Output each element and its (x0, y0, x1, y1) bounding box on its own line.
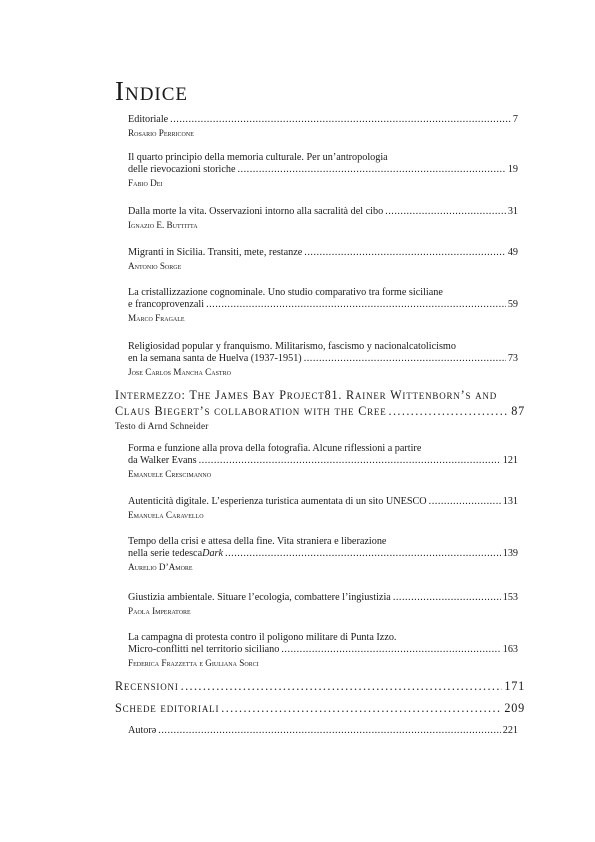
entry-author: Jose Carlos Mancha Castro (128, 367, 231, 377)
toc-entry[interactable] (128, 152, 518, 189)
leader-dots (304, 247, 506, 259)
entry-author: Emanuele Crescimanno (128, 469, 212, 479)
entry-author: Marco Fragale (128, 313, 185, 323)
entry-author: Rosario Perricone (128, 128, 194, 138)
toc-entry[interactable] (128, 536, 518, 573)
toc-entry[interactable] (128, 247, 518, 272)
leader-dots (158, 725, 500, 737)
toc-entry[interactable] (128, 287, 518, 324)
entry-title-cont: delle rievocazioni storiche (128, 164, 236, 175)
page-number: 153 (502, 592, 518, 603)
page-number: 209 (504, 701, 525, 715)
leader-dots (238, 164, 506, 176)
entry-title-cont: da Walker Evans (128, 455, 197, 466)
section-title: Recensioni (115, 679, 179, 693)
entry-title: Giustizia ambientale. Situare l’ecologia, combattere l’ingiustizia (128, 592, 391, 603)
entry-title-cont: e francoprovenzali (128, 299, 205, 310)
leader-dots (393, 592, 501, 604)
leader-dots (281, 644, 500, 656)
entry-title: Autorə (128, 725, 157, 736)
page-number: 31 (507, 206, 518, 217)
page-number: 7 (512, 114, 518, 125)
leader-dots (170, 114, 511, 126)
page-number: 73 (507, 353, 518, 364)
leader-dots (221, 700, 502, 716)
toc-entry[interactable] (128, 632, 518, 669)
toc-entry[interactable] (128, 206, 518, 231)
entry-title-cont: Micro-conflitti nel territorio siciliano (128, 644, 280, 655)
leader-dots (199, 455, 501, 467)
entry-title: Forma e funzione alla prova della fotografia. Alcune riflessioni a partire (128, 443, 422, 454)
entry-author: Federica Frazzetta e Giuliana Sorci (128, 658, 259, 668)
section-title: Schede editoriali (115, 701, 220, 715)
leader-dots (389, 403, 510, 419)
entry-author: Paola Imperatore (128, 606, 191, 616)
page-number: 121 (502, 455, 518, 466)
section-title-cont: Claus Biegert’s collaboration with the Cree (115, 404, 387, 418)
entry-title-italic: Dark (202, 548, 224, 559)
entry-title: Tempo della crisi e attesa della fine. Vita straniera e liberazione (128, 536, 387, 547)
entry-author: Emanuela Caravello (128, 510, 204, 520)
entry-title: Migranti in Sicilia. Transiti, mete, restanze (128, 247, 303, 258)
page-number: 49 (507, 247, 518, 258)
page-number: 171 (504, 679, 525, 693)
toc-entry[interactable] (128, 592, 518, 617)
toc-entry[interactable] (128, 341, 518, 378)
leader-dots (206, 299, 506, 311)
entry-title: Religiosidad popular y franquismo. Militarismo, fascismo y nacionalcatolicismo (128, 341, 456, 352)
entry-title: La cristallizzazione cognominale. Uno studio comparativo tra forme siciliane (128, 287, 443, 298)
leader-dots (304, 353, 506, 365)
page-number: 59 (507, 299, 518, 310)
entry-title: Autenticità digitale. L’esperienza turistica aumentata di un sito UNESCO (128, 496, 427, 507)
entry-title: La campagna di protesta contro il poligono militare di Punta Izzo. (128, 632, 397, 643)
page-number: 163 (502, 644, 518, 655)
entry-author: Antonio Sorge (128, 261, 182, 271)
page-number: 139 (502, 548, 518, 559)
entry-author: Ignazio E. Buttitta (128, 220, 198, 230)
entry-author: Fabio Dei (128, 178, 163, 188)
leader-dots (429, 496, 501, 508)
entry-title: Editoriale (128, 114, 169, 125)
toc-entry[interactable] (128, 443, 518, 480)
page-title: Indice (115, 76, 189, 106)
page-number: 221 (502, 725, 518, 736)
page-number: 131 (502, 496, 518, 507)
entry-author: Aurelio D’Amore (128, 562, 193, 572)
toc-section-recensioni[interactable] (115, 678, 525, 694)
entry-title: Il quarto principio della memoria culturale. Per un’antropologia (128, 152, 388, 163)
leader-dots (225, 548, 501, 560)
toc-entry[interactable] (128, 496, 518, 521)
section-author: Testo di Arnd Schneider (115, 421, 209, 431)
page-number: 19 (507, 164, 518, 175)
toc-section-intermezzo[interactable] (115, 387, 525, 432)
entry-title-cont: en la semana santa de Huelva (1937-1951) (128, 353, 302, 364)
leader-dots (181, 678, 503, 694)
page-number: 87 (511, 404, 525, 418)
toc-section-schede[interactable] (115, 700, 525, 716)
toc-entry-autori[interactable] (128, 725, 518, 737)
toc-entry[interactable] (128, 114, 518, 139)
section-title: Intermezzo: The James Bay Project81. Rainer Wittenborn’s and (115, 388, 498, 402)
leader-dots (385, 206, 506, 218)
entry-title-cont: nella serie tedesca (128, 548, 203, 559)
entry-title: Dalla morte la vita. Osservazioni intorno alla sacralità del cibo (128, 206, 384, 217)
